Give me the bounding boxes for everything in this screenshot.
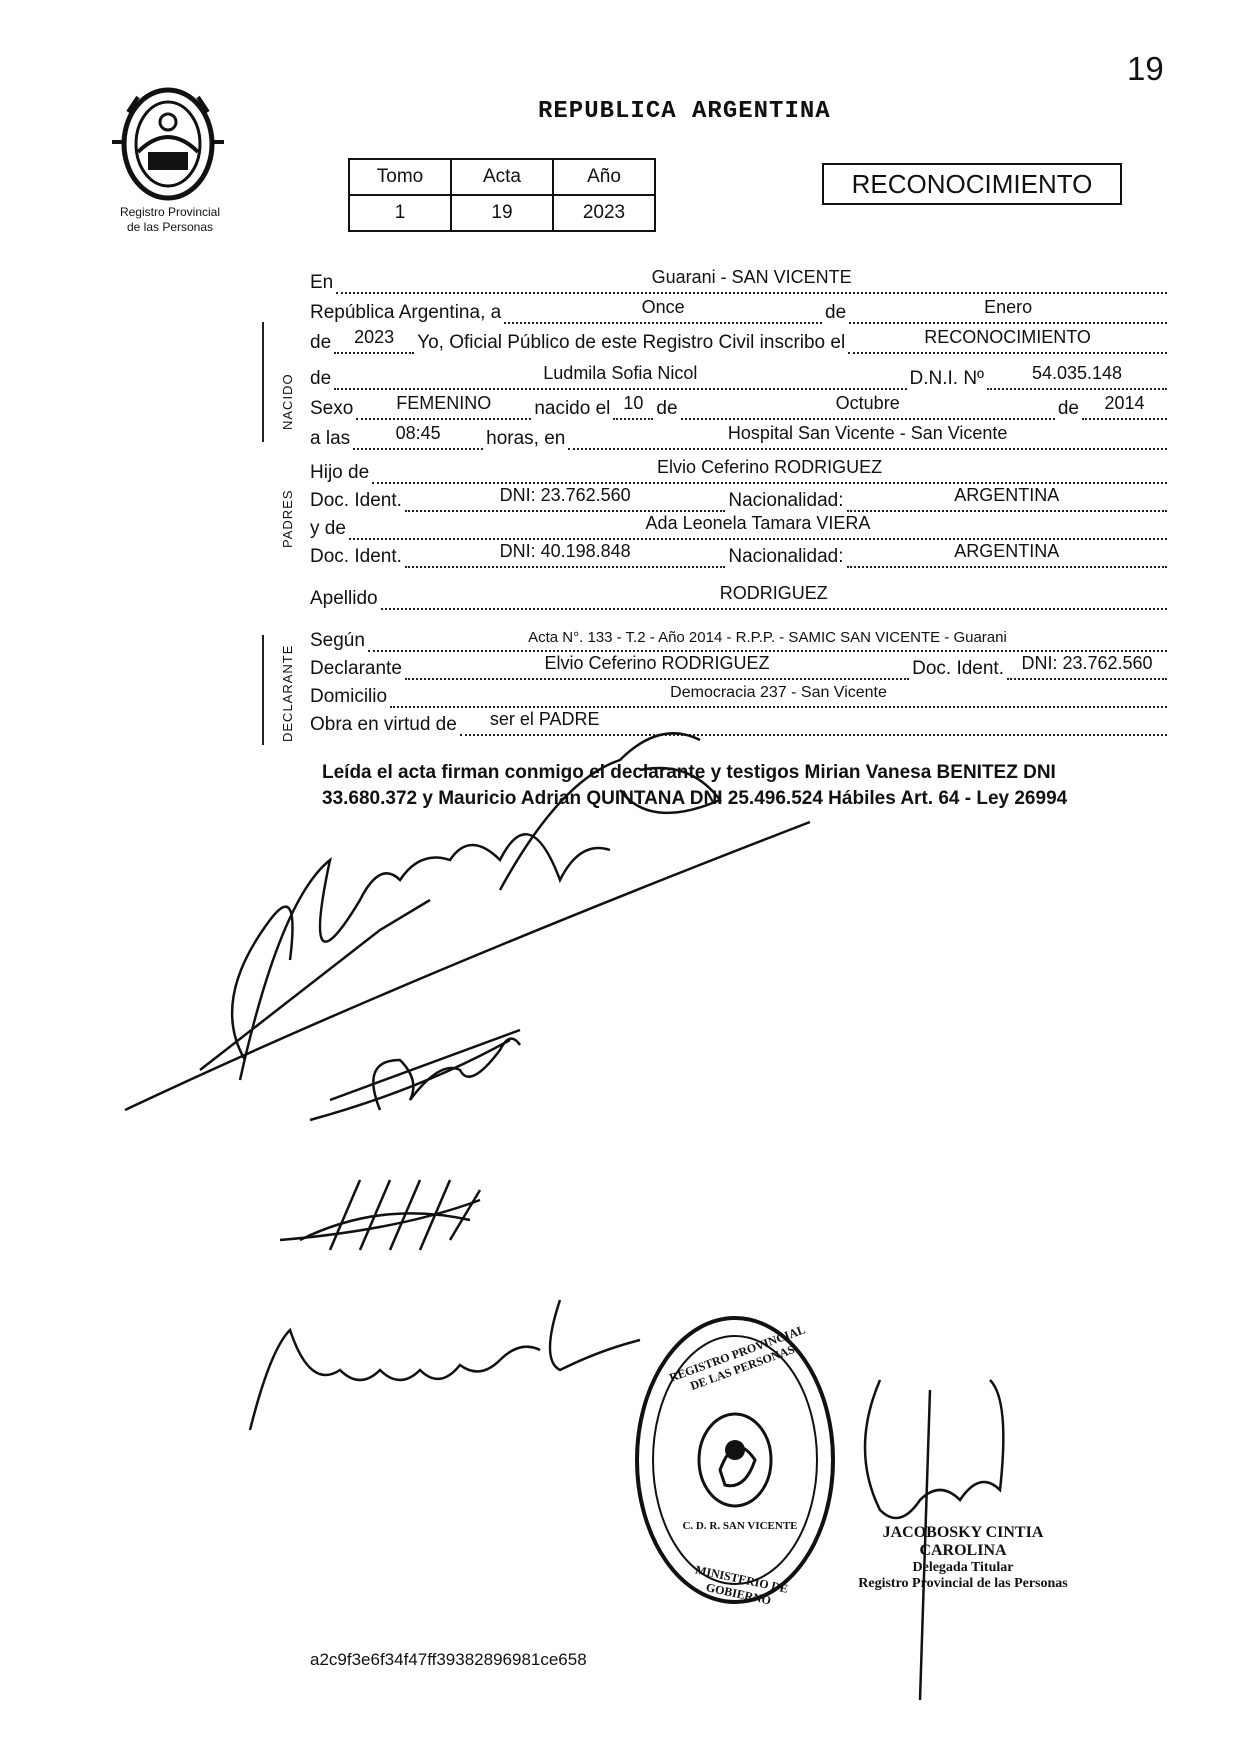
side-label-padres: PADRES: [280, 489, 295, 548]
record-value-acta: 19: [451, 195, 553, 231]
record-header-anio: Año: [553, 159, 655, 195]
side-label-declarante: DECLARANTE: [280, 644, 295, 742]
mother-nat: ARGENTINA: [954, 541, 1060, 561]
birth-time: 08:45: [395, 423, 441, 443]
obra-value: ser el PADRE: [489, 709, 600, 729]
de-year-label: de: [310, 332, 332, 353]
declarante-value: Elvio Ceferino RODRIGUEZ: [544, 653, 770, 673]
crest-label-line2: de las Personas: [126, 220, 214, 234]
domicilio-label: Domicilio: [310, 686, 388, 707]
day-value: Once: [641, 297, 685, 317]
official-stamp: [838, 1524, 1088, 1592]
inscribe-value: RECONOCIMIENTO: [924, 327, 1091, 347]
record-value-tomo: 1: [349, 195, 451, 231]
father-doc: DNI: 23.762.560: [499, 485, 631, 505]
nacido-label: nacido el: [534, 398, 611, 419]
birth-month: Octubre: [835, 393, 900, 413]
declarante-doc-label: Doc. Ident.: [912, 658, 1004, 679]
declarante-doc: DNI: 23.762.560: [1021, 653, 1153, 673]
inscribe-text: Yo, Oficial Público de este Registro Civil inscribo el: [417, 332, 846, 353]
record-value-anio: 2023: [553, 195, 655, 231]
birth-day: 10: [623, 393, 644, 413]
person-dni: 54.035.148: [1031, 363, 1123, 383]
document-hash: a2c9f3e6f34f47ff39382896981ce658: [310, 1650, 587, 1669]
de-label: de: [825, 302, 847, 323]
official-org: Registro Provincial de las Personas: [858, 1576, 1068, 1591]
segun-value: Acta N°. 133 - T.2 - Año 2014 - R.P.P. - SAMIC SAN VICENTE - Guarani: [528, 629, 1007, 646]
father-name: Elvio Ceferino RODRIGUEZ: [657, 457, 883, 477]
en-label: En: [310, 272, 334, 293]
official-role: Delegada Titular: [912, 1560, 1014, 1575]
sexo-value: FEMENINO: [396, 393, 492, 413]
domicilio-value: Democracia 237 - San Vicente: [670, 684, 887, 701]
de-month-label: de: [656, 398, 678, 419]
official-name: JACOBOSKY CINTIA CAROLINA: [882, 1524, 1044, 1559]
father-nat-label: Nacionalidad:: [728, 490, 844, 511]
declarante-label: Declarante: [310, 658, 402, 679]
seal-outer-text: REGISTRO PROVINCIAL DE LAS PERSONAS: [667, 1322, 808, 1393]
side-label-nacido: NACIDO: [280, 373, 295, 430]
mother-signature: [310, 1030, 520, 1120]
horas-label: horas, en: [486, 428, 566, 449]
republica-label: República Argentina, a: [310, 302, 502, 323]
segun-label: Según: [310, 630, 365, 651]
closing-text: Leída el acta firman conmigo el declarante y testigos Mirian Vanesa BENITEZ DNI 33.680.372 y Mauricio Adrian QUINTANA DNI 25.496.524 Hábiles Art. 64 - Ley 26994: [322, 762, 1068, 809]
father-nat: ARGENTINA: [954, 485, 1060, 505]
obra-label: Obra en virtud de: [310, 714, 457, 735]
year-value: 2023: [354, 327, 395, 347]
seal-bottom-text: MINISTERIO DE GOBIERNO: [694, 1562, 790, 1608]
page-number: 19: [1127, 50, 1164, 87]
crest-label-line1: Registro Provincial: [119, 205, 221, 219]
mother-name: Ada Leonela Tamara VIERA: [645, 513, 871, 533]
a-las-label: a las: [310, 428, 351, 449]
birth-year: 2014: [1104, 393, 1145, 413]
mother-doc: DNI: 40.198.848: [499, 541, 631, 561]
de-byear-label: de: [1057, 398, 1079, 419]
seal-inner-text: C. D. R. SAN VICENTE: [682, 1520, 798, 1532]
act-type-box: RECONOCIMIENTO: [822, 163, 1122, 205]
witness-signature-2: [250, 1300, 640, 1430]
mother-nat-label: Nacionalidad:: [728, 546, 844, 567]
hijo-label: Hijo de: [310, 462, 370, 483]
father-doc-label: Doc. Ident.: [310, 490, 402, 511]
sexo-label: Sexo: [310, 398, 354, 419]
witness-signature-1: [280, 1180, 480, 1250]
apellido-label: Apellido: [310, 588, 378, 609]
declarante-signature: [125, 733, 810, 1110]
month-value: Enero: [984, 297, 1033, 317]
dni-label: D.N.I. Nº: [909, 368, 984, 389]
person-name: Ludmila Sofia Nicol: [543, 363, 698, 383]
record-header-acta: Acta: [451, 159, 553, 195]
en-value: Guarani - SAN VICENTE: [651, 267, 852, 287]
mother-doc-label: Doc. Ident.: [310, 546, 402, 567]
y-de-label: y de: [310, 518, 346, 539]
apellido-value: RODRIGUEZ: [719, 583, 828, 603]
record-header-tomo: Tomo: [349, 159, 451, 195]
document-title: REPUBLICA ARGENTINA: [538, 98, 831, 125]
de-person-label: de: [310, 368, 332, 389]
birth-place: Hospital San Vicente - San Vicente: [727, 423, 1008, 443]
